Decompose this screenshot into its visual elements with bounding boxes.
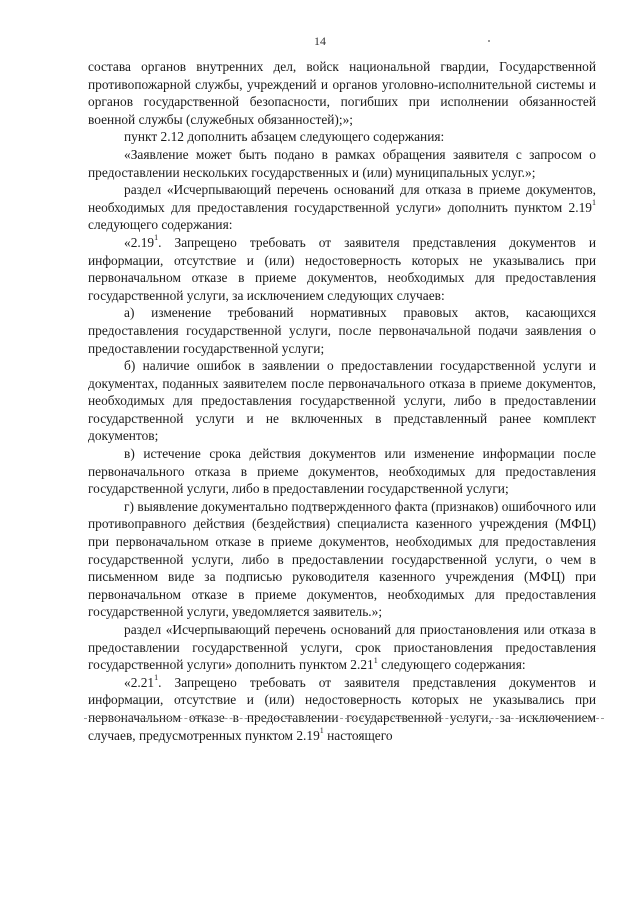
paragraph-text: раздел «Исчерпывающий перечень оснований для приостановления или отказа в предоставлении государственной услуги, срок приостановления предоставления государственной услуги» дополнить пунктом 2.21 — [88, 622, 596, 673]
paragraph-p2 — [88, 128, 596, 146]
paragraph-text: «2.19 — [124, 234, 155, 250]
paragraph-text: состава органов внутренних дел, войск национальной гвардии, Государственной противопожарной службы, учреждений и органов уголовно-исполнительной системы и органов государственной безопасности, погибших при исполнении обязанностей военной службы (служебных обязанностей);»; — [88, 59, 596, 127]
paragraph-p1 — [88, 58, 596, 128]
paragraph-p8 — [88, 445, 596, 498]
paragraph-text: следующего содержания: — [88, 217, 233, 233]
paragraph-text: . Запрещено требовать от заявителя представления документов и информации, отсутствие и (или) недостоверность которых не указывались при первоначальном отказе в предоставлении государственной услуги, за исключением случаев, предусмотренных пунктом 2.19 — [88, 674, 596, 743]
paragraph-p9 — [88, 498, 596, 621]
paragraph-text: следующего содержания: — [377, 657, 526, 673]
scan-crease-line — [84, 718, 604, 719]
paragraph-p11 — [88, 674, 596, 744]
paragraph-text: пункт 2.12 дополнить абзацем следующего содержания: — [124, 129, 445, 145]
superscript: 1 — [154, 673, 159, 683]
paragraph-text: б) наличие ошибок в заявлении о предоставлении государственной услуги и документах, поданных заявителем после первоначального отказа в приеме документов, необходимых для предоставления государственной услуги, либо в предоставлении государственной услуги и не включенных в представленный ранее комплект документов; — [88, 358, 596, 444]
superscript: 1 — [154, 233, 159, 243]
paragraph-text: . Запрещено требовать от заявителя представления документов и информации, отсутствие и (или) недостоверность которых не указывались при первоначальном отказе в приеме документов, необходимых для предоставления государственной услуги, за исключением следующих случаев: — [88, 234, 596, 303]
paragraph-p6 — [88, 304, 596, 357]
paragraph-text: настоящего — [323, 727, 393, 743]
paragraph-text: в) истечение срока действия документов или изменение информации после первоначального отказа в приеме документов, необходимых для предоставления государственной услуги, либо в предоставлении государственной услуги; — [88, 446, 596, 497]
superscript: 1 — [592, 198, 596, 208]
paragraph-text: раздел «Исчерпывающий перечень оснований для отказа в приеме документов, необходимых для предоставления государственной услуги» дополнить пунктом 2.19 — [88, 182, 596, 215]
superscript: 1 — [373, 655, 378, 665]
page-number: 14 — [314, 34, 326, 48]
paragraph-p5 — [88, 234, 596, 304]
paragraph-p10 — [88, 621, 596, 674]
document-body — [88, 58, 596, 744]
superscript: 1 — [319, 726, 324, 736]
paragraph-text: «2.21 — [124, 674, 155, 690]
paragraph-text: г) выявление документально подтвержденного факта (признаков) ошибочного или противоправного действия (бездействия) специалиста казенного учреждения (МФЦ) при первоначальном отказе в приеме документов, необходимых для предоставления государственной услуги, либо в предоставлении государственной услуги, о чем в письменном виде за подписью руководителя казенного учреждения (МФЦ) при первоначальном отказе в приеме документов, необходимых для предоставления государственной услуги, уведомляется заявитель.»; — [88, 498, 596, 620]
paragraph-p4 — [88, 181, 596, 234]
paragraph-p3 — [88, 146, 596, 181]
scan-speck — [488, 40, 490, 42]
paragraph-text: а) изменение требований нормативных правовых актов, касающихся предоставления государственной услуги, после первоначальной подачи заявления о предоставлении государственной услуги; — [88, 305, 596, 356]
paragraph-text: «Заявление может быть подано в рамках обращения заявителя с запросом о предоставлении нескольких государственных и (или) муниципальных услуг.»; — [88, 146, 596, 180]
paragraph-p7 — [88, 357, 596, 445]
